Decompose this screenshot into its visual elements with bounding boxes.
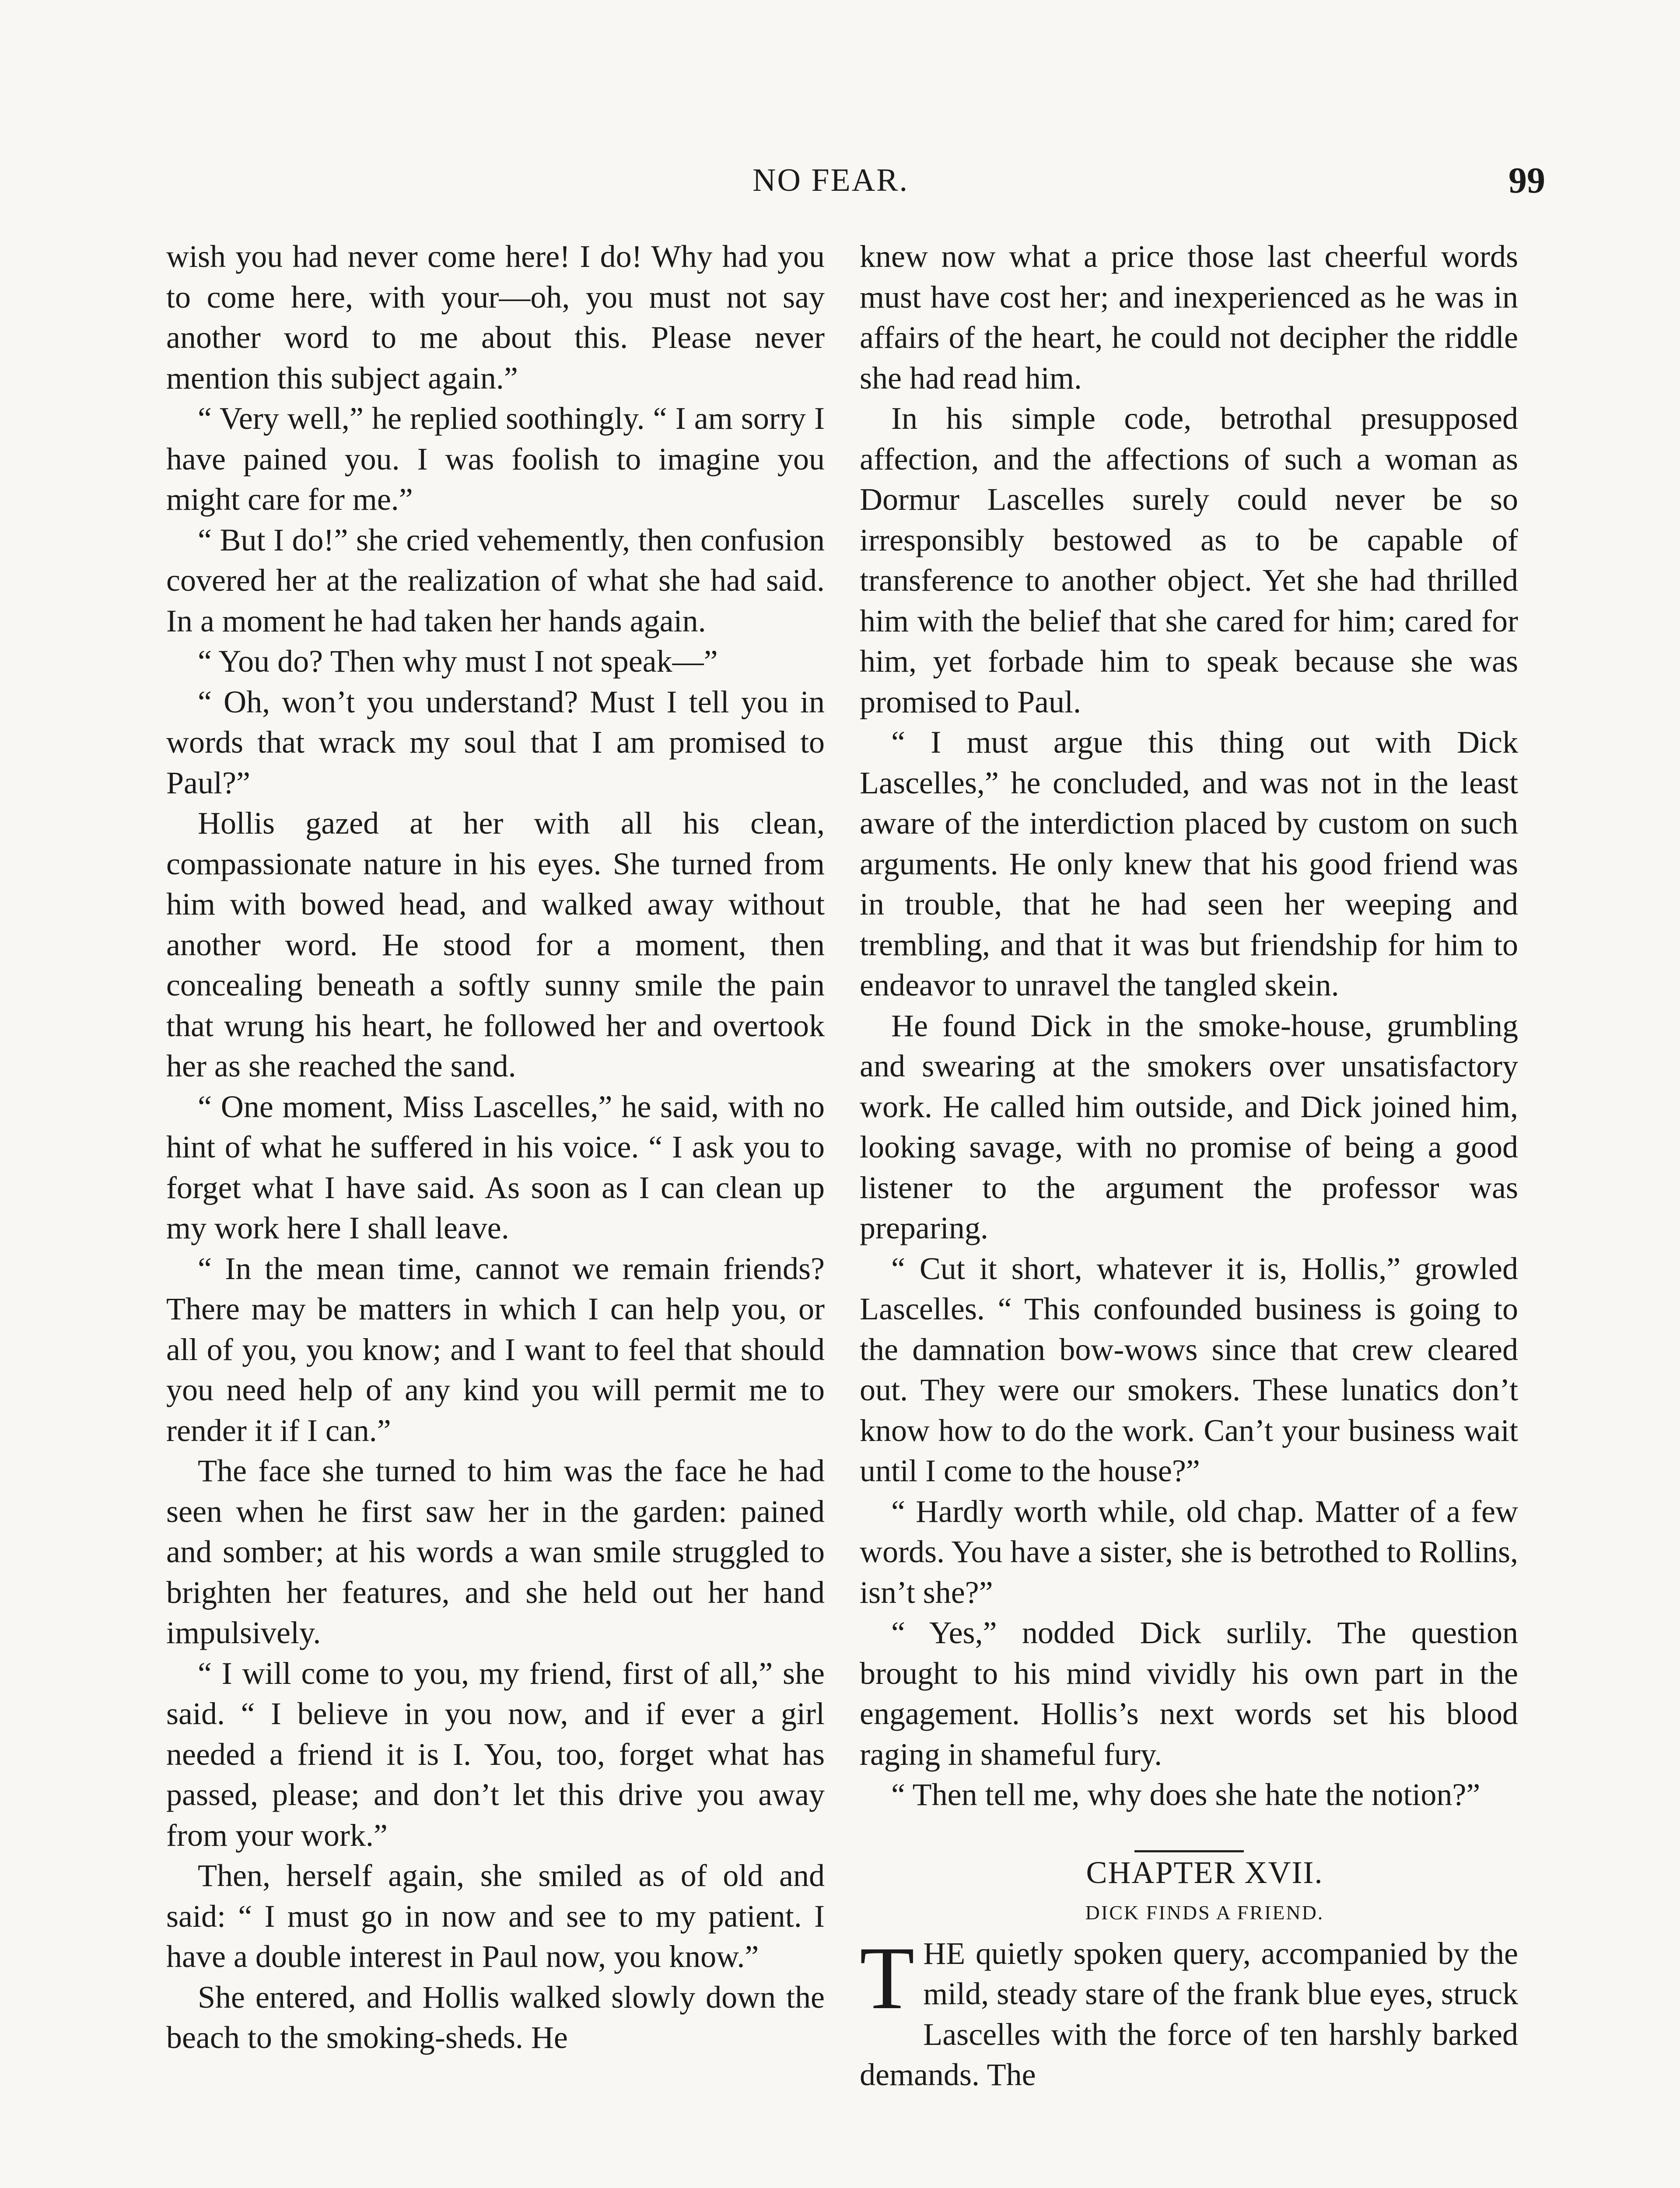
paragraph: “ Very well,” he replied soothingly. “ I am sorry I have pained you. I was foolish to imagine you might care for me.” xyxy=(166,401,825,517)
paragraph: Hollis gazed at her with all his clean, compassionate nature in his eyes. She turned from him with bowed head, and walked away without another word. He stood for a moment, then concealing beneath a softly sunny smile the pain that wrung his heart, he followed her and overtook her as she reached the sand. xyxy=(166,806,825,1083)
paragraph: The face she turned to him was the face he had seen when he first saw her in the garden: pained and somber; at his words a wan smile struggled to brighten her features, and she held out her hand impulsively. xyxy=(166,1453,825,1650)
chapter-title: CHAPTER XVII. xyxy=(1086,1855,1323,1890)
paragraph: He found Dick in the smoke-house, grumbling and swearing at the smokers over unsatisfactory work. He called him outside, and Dick joined him, looking savage, with no promise of being a good listener to the argument the professor was preparing. xyxy=(860,1008,1518,1245)
paragraph: “ In the mean time, cannot we remain friends? There may be matters in which I can help you, or all of you, you know; and I want to feel that should you need help of any kind you will permit me to render it if I can.” xyxy=(166,1251,825,1448)
paragraph: “ I must argue this thing out with Dick Lascelles,” he concluded, and was not in the least aware of the interdiction placed by custom on such arguments. He only knew that his good friend was in trouble, that he had seen her weeping and trembling, and that it was but friendship for him to endeavor to unravel the tangled skein. xyxy=(860,725,1518,1003)
chapter-opening-text: HE quietly spoken query, accompanied by the mild, steady stare of the frank blue eyes, struck Lascelles with the force of ten harshly barked demands. The xyxy=(860,1936,1518,2092)
paragraph: “ Yes,” nodded Dick surlily. The question brought to his mind vividly his own part in the engagement. Hollis’s next words set his blood raging in shameful fury. xyxy=(860,1615,1518,1772)
drop-cap: T xyxy=(860,1928,915,2028)
paragraph: In his simple code, betrothal presupposed affection, and the affections of such a woman as Dormur Lascelles surely could never be so irresponsibly bestowed as to be capable of transference to another object. Yet she had thrilled him with the belief that she cared for him; cared for him, yet forbade him to speak because she was promised to Paul. xyxy=(860,401,1518,719)
paragraph: “ You do? Then why must I not speak—” xyxy=(198,644,718,679)
running-head xyxy=(0,162,1680,206)
paragraph: knew now what a price those last cheerful words must have cost her; and inexperienced as he was in affairs of the heart, he could not decipher the riddle she had read him. xyxy=(860,239,1518,396)
paragraph: Then, herself again, she smiled as of old and said: “ I must go in now and see to my patient. I have a double interest in Paul now, you know.” xyxy=(166,1858,825,1974)
left-column xyxy=(166,236,825,2058)
chapter-opening-paragraph xyxy=(860,1928,1518,2095)
right-column xyxy=(860,236,1518,2095)
paragraph: “ But I do!” she cried vehemently, then confusion covered her at the realization of what she had said. In a moment he had taken her hands again. xyxy=(166,522,825,638)
paragraph: “ Cut it short, whatever it is, Hollis,” growled Lascelles. “ This confounded business is going to the damnation bow-wows since that crew cleared out. They were our smokers. These lunatics don’t know how to do the work. Can’t your business wait until I come to the house?” xyxy=(860,1251,1518,1488)
running-title: NO FEAR. xyxy=(752,162,909,198)
chapter-subtitle: DICK FINDS A FRIEND. xyxy=(1085,1901,1324,1924)
paragraph: “ Hardly worth while, old chap. Matter of a few words. You have a sister, she is betrothed to Rollins, isn’t she?” xyxy=(860,1494,1518,1610)
paragraph: “ Oh, won’t you understand? Must I tell you in words that wrack my soul that I am promised to Paul?” xyxy=(166,684,825,800)
page-number: 99 xyxy=(1508,160,1545,201)
paragraph: “ I will come to you, my friend, first of all,” she said. “ I believe in you now, and if ever a girl needed a friend it is I. You, too, forget what has passed, please; and don’t let this drive you away from your work.” xyxy=(166,1655,825,1853)
paragraph: She entered, and Hollis walked slowly down the beach to the smoking-sheds. He xyxy=(166,1979,825,2055)
paragraph: wish you had never come here! I do! Why had you to come here, with your—oh, you must not say another word to me about this. Please never mention this subject again.” xyxy=(166,239,825,396)
paragraph: “ One moment, Miss Lascelles,” he said, with no hint of what he suffered in his voice. “ I ask you to forget what I have said. As soon as I can clean up my work here I shall leave. xyxy=(166,1089,825,1245)
paragraph: “ Then tell me, why does she hate the notion?” xyxy=(891,1777,1480,1812)
